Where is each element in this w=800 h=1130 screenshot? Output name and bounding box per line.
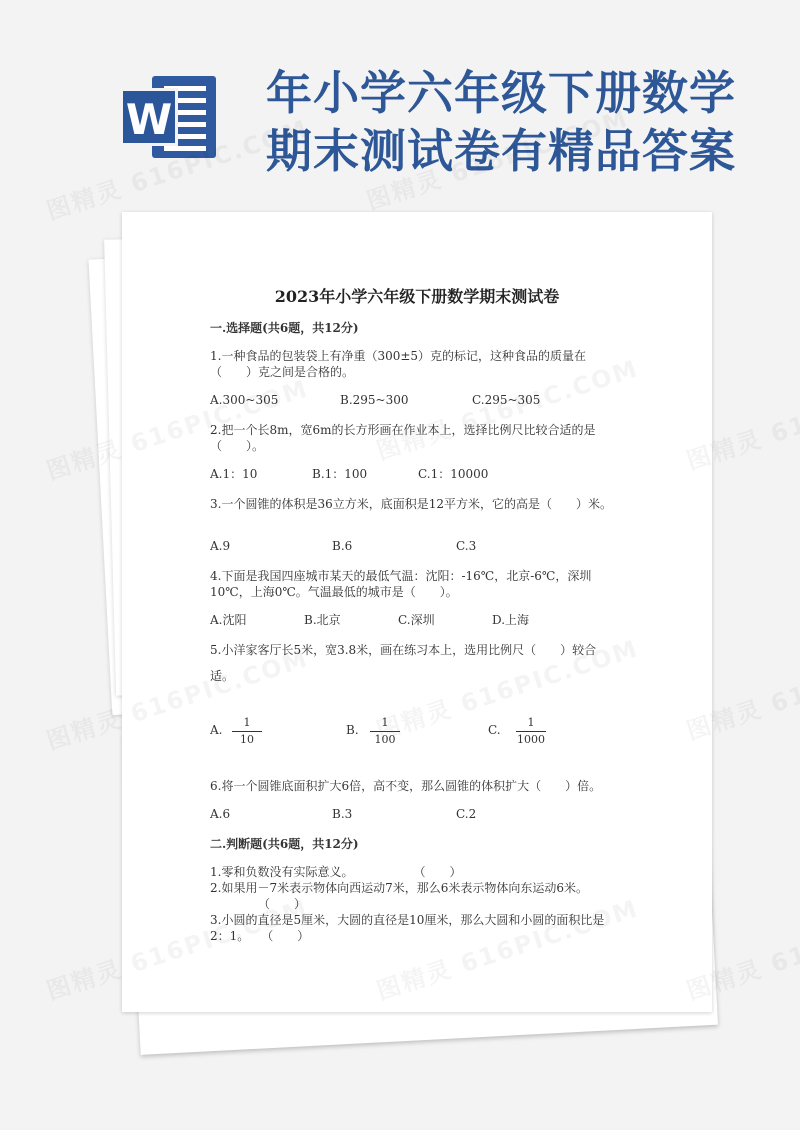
section-judge-heading: 二.判断题(共6题，共12分): [210, 837, 359, 851]
question-1-option-b: B.295~300: [340, 393, 409, 407]
fraction-numerator: 1: [527, 716, 535, 729]
title-line-1: 年小学六年级下册数学: [266, 66, 736, 120]
question-6-option-c: C.2: [456, 807, 477, 821]
fraction-bar: [370, 731, 400, 732]
doc-title: 2023年小学六年级下册数学期末测试卷: [274, 287, 560, 306]
judge-3-line-1: 3.小圆的直径是5厘米，大圆的直径是10厘米，那么大圆和小圆的面积比是: [210, 913, 605, 927]
question-5-line-2: 适。: [210, 669, 235, 683]
question-5-option-c-fraction: [516, 716, 546, 747]
fraction-denominator: 100: [374, 733, 396, 746]
fraction-denominator: 1000: [517, 733, 545, 746]
question-4-option-c: C.深圳: [398, 613, 435, 627]
question-5-option-b-fraction: [370, 716, 400, 747]
question-1-option-a: A.300~305: [210, 393, 279, 407]
question-6-option-b: B.3: [332, 807, 353, 821]
question-6-option-a: A.6: [210, 807, 231, 821]
fraction-numerator: 1: [381, 716, 389, 729]
question-2-option-b: B.1：100: [312, 467, 368, 481]
judge-1: 1.零和负数没有实际意义。 （ ）: [210, 865, 462, 879]
question-3-option-b: B.6: [332, 539, 353, 553]
question-5-line-1: 5.小洋家客厅长5米，宽3.8米，画在练习本上，选用比例尺（ ）较合: [210, 643, 597, 657]
judge-3-line-2: 2：1。 （ ）: [210, 929, 310, 943]
question-4-line-1: 4.下面是我国四座城市某天的最低气温：沈阳：-16℃，北京-6℃，深圳: [210, 569, 592, 583]
title-line-2: 期末测试卷有精品答案: [266, 124, 736, 178]
question-3-option-c: C.3: [456, 539, 477, 553]
word-badge: W: [120, 88, 178, 146]
question-5-option-a-label: A.: [210, 723, 223, 737]
question-2-option-a: A.1：10: [210, 467, 258, 481]
exam-document: [122, 212, 712, 1012]
question-5-option-a-fraction: [232, 716, 262, 747]
question-1-line-2: （ ）克之间是合格的。: [210, 365, 355, 379]
fraction-bar: [232, 731, 262, 732]
question-3-line-1: 3.一个圆锥的体积是36立方米，底面积是12平方米，它的高是（ ）米。: [210, 497, 612, 511]
question-1-line-1: 1.一种食品的包装袋上有净重（300±5）克的标记，这种食品的质量在: [210, 349, 587, 363]
fraction-bar: [516, 731, 546, 732]
fraction-denominator: 10: [240, 733, 254, 746]
judge-2-line-2: （ ）: [258, 897, 307, 911]
question-4-option-d: D.上海: [492, 613, 530, 627]
question-5-option-b-label: B.: [346, 723, 359, 737]
judge-2-line-1: 2.如果用－7米表示物体向西运动7米，那么6米表示物体向东运动6米。: [210, 881, 588, 895]
question-4-line-2: 10℃，上海0℃。气温最低的城市是（ ）。: [210, 585, 458, 599]
question-3-option-a: A.9: [210, 539, 231, 553]
question-1-option-c: C.295~305: [472, 393, 541, 407]
question-2-option-c: C.1：10000: [418, 467, 489, 481]
fraction-numerator: 1: [243, 716, 251, 729]
question-4-option-a: A.沈阳: [210, 613, 247, 627]
section-choice-heading: 一.选择题(共6题，共12分): [210, 321, 359, 335]
question-2-line-1: 2.把一个长8m，宽6m的长方形画在作业本上，选择比例尺比较合适的是: [210, 423, 596, 437]
question-6-line-1: 6.将一个圆锥底面积扩大6倍，高不变，那么圆锥的体积扩大（ ）倍。: [210, 779, 602, 793]
question-2-line-2: （ ）。: [210, 439, 265, 453]
question-5-option-c-label: C.: [488, 723, 501, 737]
question-4-option-b: B.北京: [304, 613, 341, 627]
